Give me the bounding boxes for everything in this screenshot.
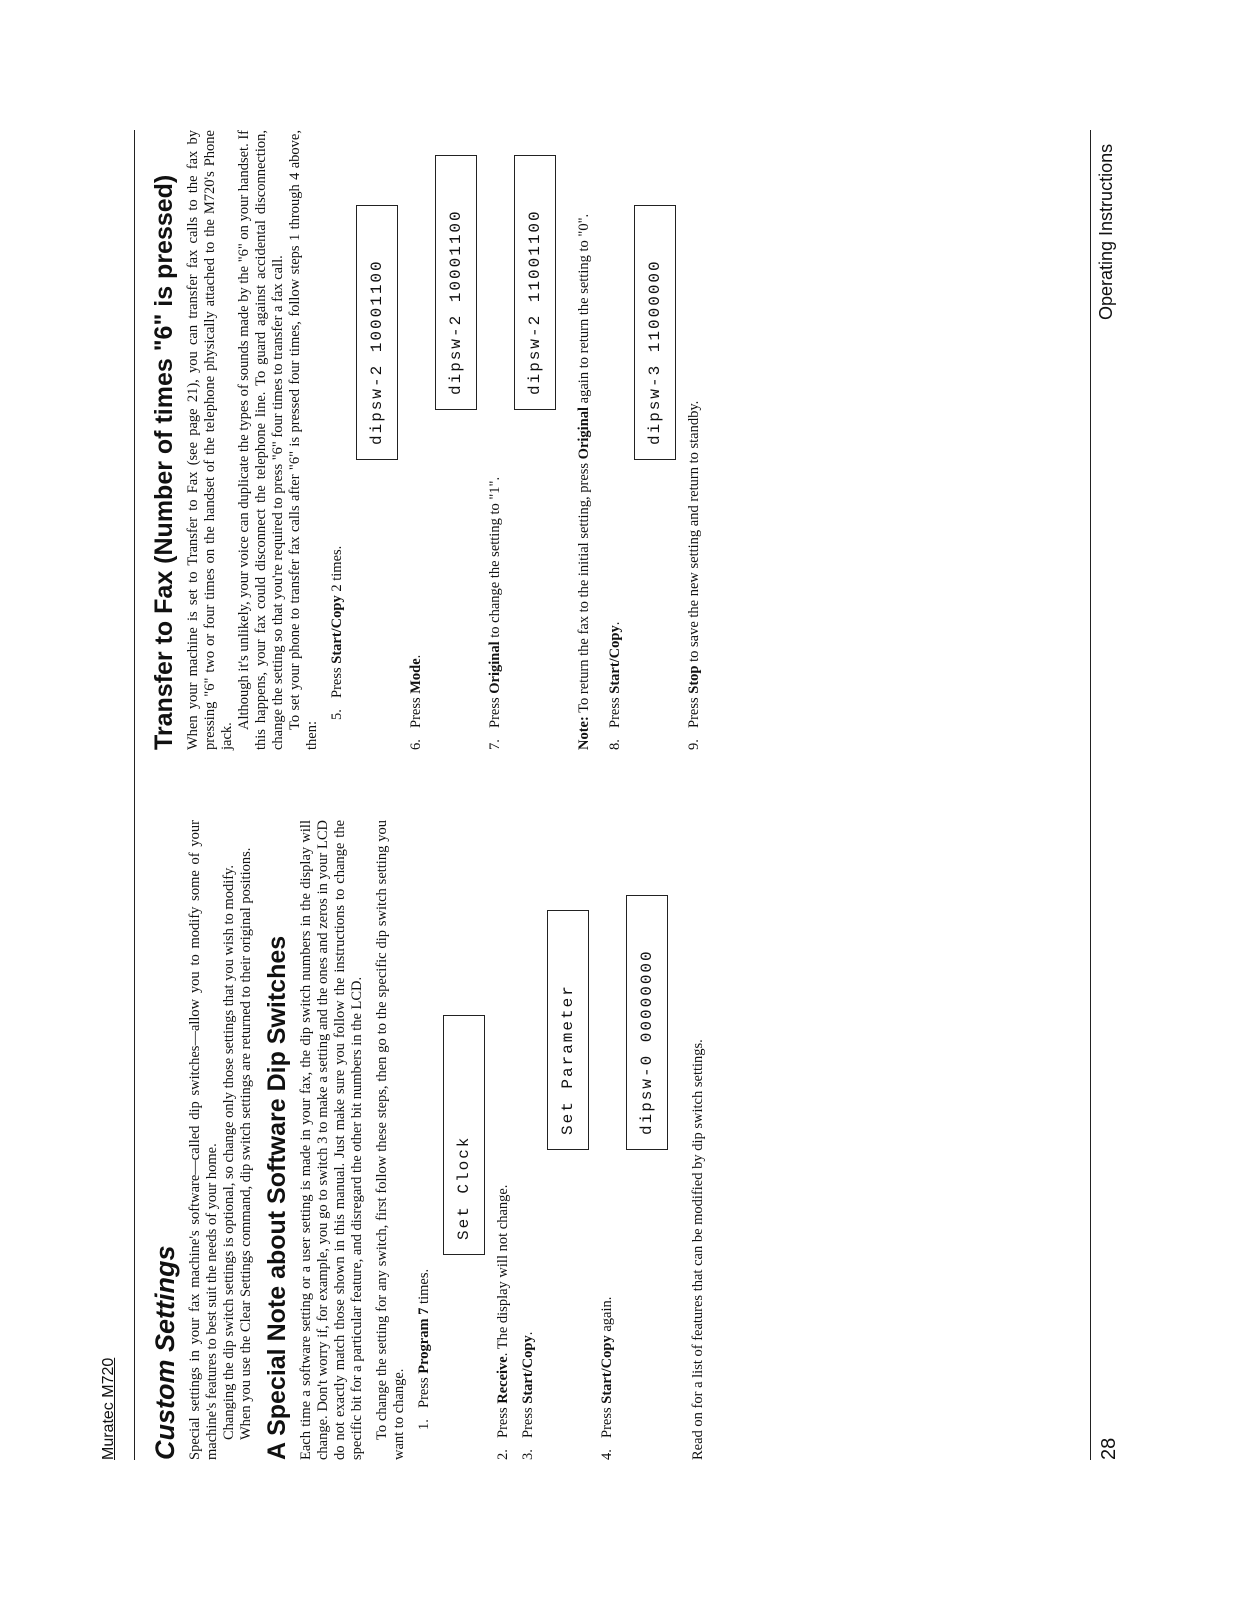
special-note-heading: A Special Note about Software Dip Switches xyxy=(263,935,291,1460)
step-number: 7. xyxy=(487,739,503,750)
step-9: 9. Press Stop to save the new setting and return to standby. xyxy=(686,400,702,750)
step-5: 5. Press Start/Copy 2 times. xyxy=(329,545,345,720)
key-name: Stop xyxy=(686,665,702,694)
custom-settings-intro: Special settings in your fax machine's software—called dip switches—allow you to modify some of your machine's features to best suit the needs of your home. xyxy=(187,820,220,1460)
lcd-display-step-8: dipsw-3 11000000 xyxy=(634,205,676,460)
lcd-display-step-6: dipsw-2 10001100 xyxy=(435,155,477,410)
key-name: Start/Copy xyxy=(520,1335,536,1404)
read-on-para: Read on for a list of features that can be modified by dip switch settings. xyxy=(690,1039,706,1460)
lcd-display-set-clock: Set Clock xyxy=(443,1015,485,1255)
step-6: 6. Press Mode. xyxy=(408,654,424,750)
transfer-intro-para: When your machine is set to Transfer to Fax (see page 21), you can transfer fax calls to the fax by pressing "6" two or four times on the handset of the telephone physically attached to the M720's Phone jack. xyxy=(185,130,235,750)
step-3: 3. Press Start/Copy. xyxy=(520,1331,536,1460)
note-para: Note: To return the fax to the initial setting, press Original again to return the setting to "0". xyxy=(576,213,592,750)
clear-settings-para: When you use the Clear Settings command, dip switch settings are returned to their original positions. xyxy=(238,847,254,1440)
transfer-steps-intro: To set your phone to transfer fax calls after "6" is pressed four times, follow steps 1 through 4 above, then: xyxy=(287,130,320,750)
step-1: 1. Press Program 7 times. xyxy=(416,1268,432,1430)
key-name: Receive xyxy=(495,1356,511,1404)
header-rule xyxy=(134,130,135,1460)
step-2: 2. Press Receive. The display will not change. xyxy=(495,1184,511,1460)
transfer-to-fax-heading: Transfer to Fax (Number of times "6" is pressed) xyxy=(150,174,178,750)
transfer-caution-para: Although it's unlikely, your voice can duplicate the types of sounds made by the "6" on your handset. If this happens, your fax could disconnect the telephone line. To guard against accidental disconnection, change the setting so that you're required to press "6" four times to transfer a fax call. xyxy=(236,130,286,750)
custom-settings-heading: Custom Settings xyxy=(150,1245,180,1460)
lcd-display-set-parameter: Set Parameter xyxy=(547,910,589,1150)
step-number: 3. xyxy=(520,1449,536,1460)
footer-rule xyxy=(1090,130,1091,1460)
page-number: 28 xyxy=(1098,1437,1120,1460)
running-head: Muratec M720 xyxy=(100,1357,117,1460)
key-name: Start/Copy xyxy=(607,625,623,694)
left-column xyxy=(150,820,707,1460)
key-name: Original xyxy=(576,406,592,460)
special-note-para: Each time a software setting or a user setting is made in your fax, the dip switch numbers in the display will change. Don't worry if, for example, you go to switch 3 to make a setting and the ones and zeros in your LCD do not exactly match those shown in this manual. Just make sure you follow the instructions to change the specific bit for a particular feature, and disregard the other bit numbers in the LCD. xyxy=(298,820,365,1460)
step-number: 9. xyxy=(686,739,702,750)
step-7: 7. Press Original to change the setting to "1". xyxy=(487,476,503,750)
key-name: Program 7 xyxy=(416,1307,432,1374)
lcd-display-step-7: dipsw-2 11001100 xyxy=(514,155,556,410)
lcd-display-step-5: dipsw-2 10001100 xyxy=(356,205,398,460)
step-number: 5. xyxy=(329,709,345,720)
change-setting-para: To change the setting for any switch, first follow these steps, then go to the specific dip switch setting you want to change. xyxy=(374,820,407,1460)
step-number: 1. xyxy=(416,1419,432,1430)
step-number: 4. xyxy=(599,1449,615,1460)
step-number: 8. xyxy=(607,739,623,750)
note-label: Note: xyxy=(576,716,592,750)
lcd-display-dipsw-0: dipsw-0 00000000 xyxy=(626,895,668,1150)
key-name: Original xyxy=(487,641,503,694)
custom-settings-optional-para: Changing the dip switch settings is optional, so change only those settings that you wish to modify. xyxy=(221,865,237,1440)
right-column xyxy=(150,130,703,750)
step-4: 4. Press Start/Copy again. xyxy=(599,1296,615,1460)
step-number: 2. xyxy=(495,1449,511,1460)
step-8: 8. Press Start/Copy. xyxy=(607,621,623,750)
footer-title: Operating Instructions xyxy=(1096,143,1116,320)
key-name: Start/Copy xyxy=(329,595,345,664)
step-number: 6. xyxy=(408,739,424,750)
key-name: Mode xyxy=(408,658,424,694)
key-name: Start/Copy xyxy=(599,1335,615,1404)
